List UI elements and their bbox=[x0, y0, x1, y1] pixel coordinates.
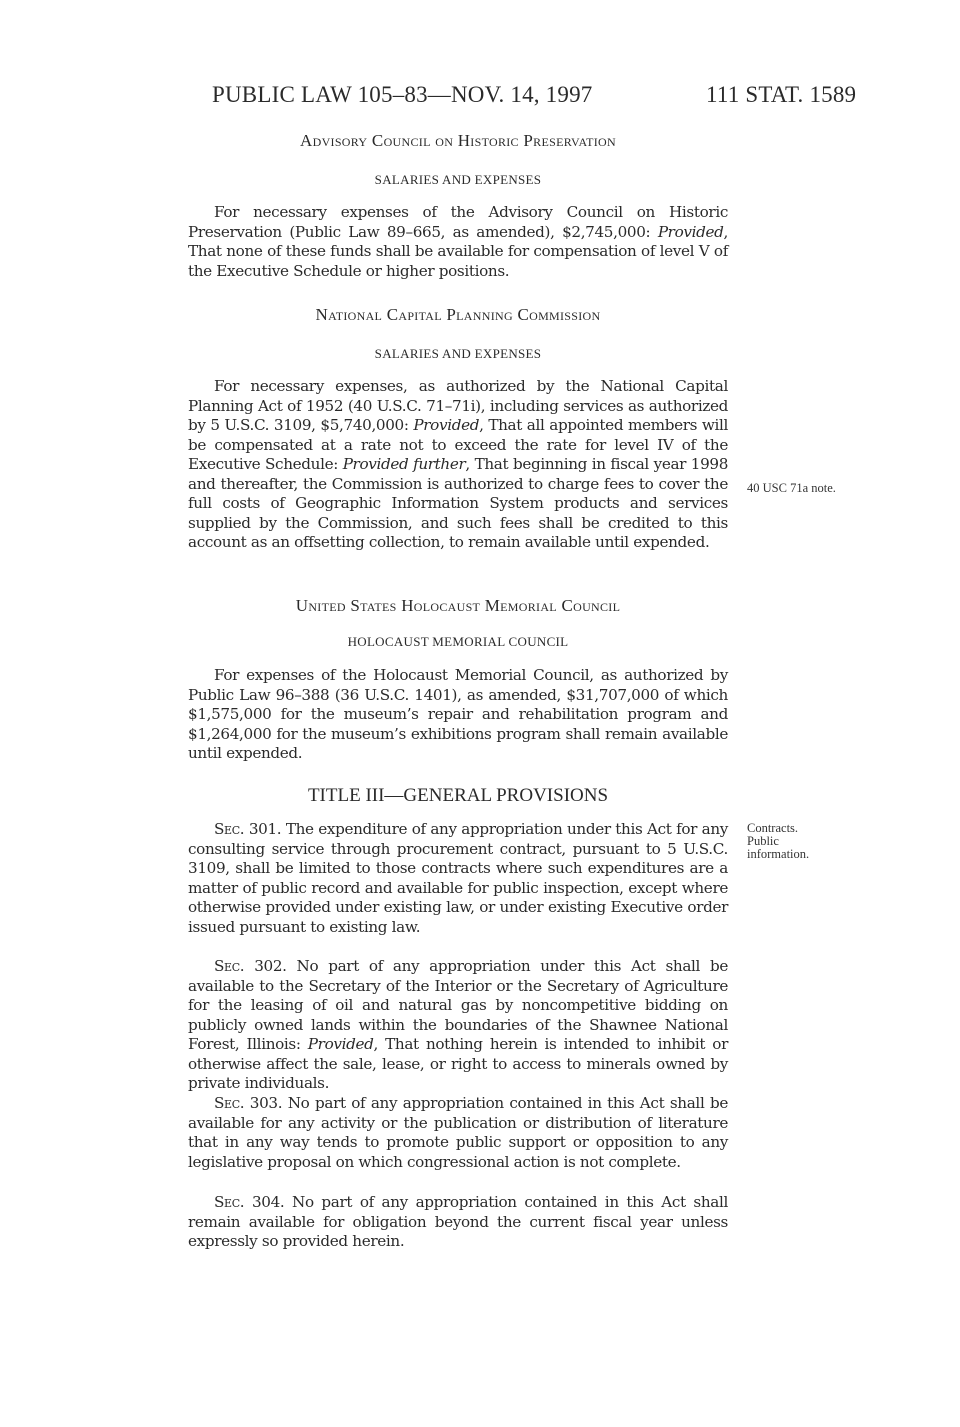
running-header-stat: 111 STAT. 1589 bbox=[706, 82, 857, 107]
margin-note-contracts: Contracts. Public information. bbox=[747, 821, 810, 861]
subheading-holocaust-council: HOLOCAUST MEMORIAL COUNCIL bbox=[347, 634, 569, 649]
paragraph-ncpc: For necessary expenses, as authorized by the National Capital Planning Act of 1952 (40 U.S.C. 71–71i), including services as authorized by 5 U.S.C. 3109, $5,740,000: Provided, That all appointed members will be compensated at a rate not to exceed the rate for level IV of the Executive Schedule: Provided further, That beginning in fiscal year 1998 and thereafter, the Commission is authorized to charge fees to cover the full costs of Geographic Information System products and services supplied by the Commission, and such fees shall be credited to this account as an offsetting collection, to remain available until expended. bbox=[188, 377, 729, 551]
section-301: Sec. 301. The expenditure of any appropriation under this Act for any consulting service through procurement contract, pursuant to 5 U.S.C. 3109, shall be limited to those contracts where such expenditures are a matter of public record and available for public inspection, except where otherwise provided under existing law, or under existing Executive order issued pursuant to existing law. bbox=[188, 820, 728, 936]
section-303: Sec. 303. No part of any appropriation contained in this Act shall be available for any activity or the publication or distribution of literature that in any way tends to promote public support or opposition to any legislative proposal on which congressional action is not complete. bbox=[188, 1094, 728, 1171]
paragraph-holocaust: For expenses of the Holocaust Memorial Council, as authorized by Public Law 96–388 (36 U.S.C. 1401), as amended, $31,707,000 of which $1,575,000 for the museum’s repair and rehabilitation program and $1,264,000 for the museum’s exhibitions program shall remain available until expended. bbox=[188, 666, 728, 762]
subheading-salaries-expenses-2: SALARIES AND EXPENSES bbox=[374, 346, 542, 361]
subheading-salaries-expenses: SALARIES AND EXPENSES bbox=[374, 172, 542, 187]
section-304: Sec. 304. No part of any appropriation contained in this Act shall remain available for obligation beyond the current fiscal year unless expressly so provided herein. bbox=[188, 1193, 728, 1250]
title-iii-heading: TITLE III—GENERAL PROVISIONS bbox=[307, 785, 609, 806]
agency-heading-advisory-council: Advisory Council on Historic Preservation bbox=[300, 131, 616, 150]
running-header-law: PUBLIC LAW 105–83—NOV. 14, 1997 bbox=[212, 82, 593, 107]
margin-note-40usc: 40 USC 71a note. bbox=[747, 481, 836, 495]
paragraph-advisory-council: For necessary expenses of the Advisory Council on Historic Preservation (Public Law 89–665, as amended), $2,745,000: Provided, That none of these funds shall be available for compensation of level V of the Executive Schedule or higher positions. bbox=[188, 203, 728, 280]
section-302: Sec. 302. No part of any appropriation under this Act shall be available to the Secretary of the Interior or the Secretary of Agriculture for the leasing of oil and natural gas by noncompetitive bidding on publicly owned lands within the boundaries of the Shawnee National Forest, Illinois: Provided, That nothing herein is intended to inhibit or otherwise affect the sale, lease, or right to access to minerals owned by private individuals. bbox=[188, 957, 728, 1092]
agency-heading-holocaust: United States Holocaust Memorial Council bbox=[295, 596, 621, 615]
agency-heading-ncpc: National Capital Planning Commission bbox=[315, 305, 601, 324]
